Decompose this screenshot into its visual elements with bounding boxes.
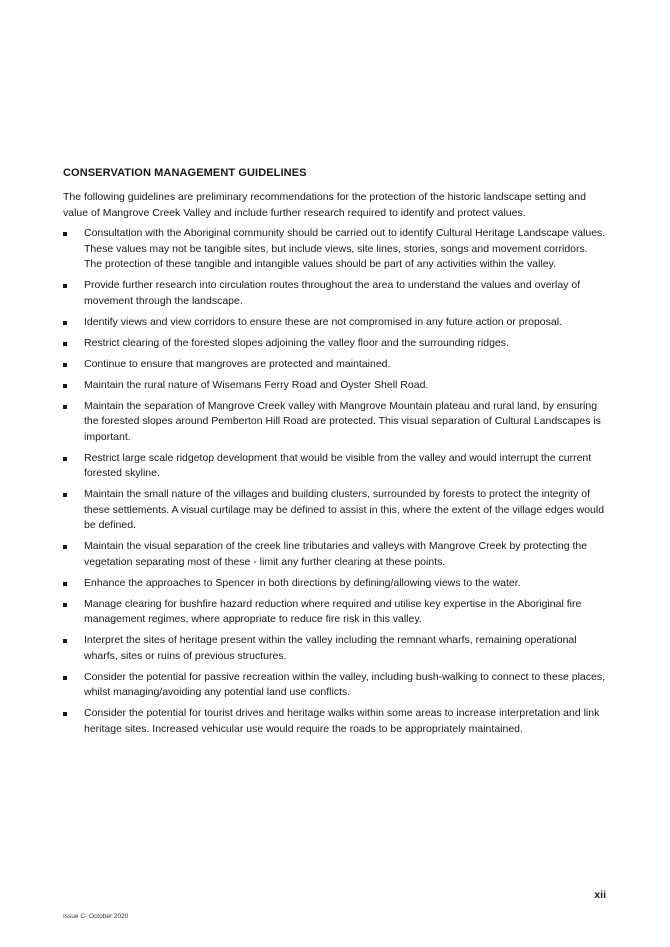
bullet-icon (63, 582, 67, 586)
bullet-icon (63, 405, 67, 409)
guideline-text: Enhance the approaches to Spencer in both directions by defining/allowing views to the water. (84, 576, 521, 589)
guideline-item (63, 597, 608, 628)
bullet-icon (63, 384, 67, 388)
bullet-icon (63, 493, 67, 497)
bullet-icon (63, 639, 67, 643)
bullet-icon (63, 321, 67, 325)
bullet-icon (63, 603, 67, 607)
guideline-text: Maintain the separation of Mangrove Creek valley with Mangrove Mountain plateau and rural land, by ensuring the forested slopes around Pemberton Hill Road are protected. This visual separation of Cultural Landscapes is important. (84, 399, 601, 443)
footer-issue: Issue C- October 2020 (63, 913, 129, 920)
guideline-item (63, 539, 608, 570)
guideline-item (63, 670, 608, 701)
guideline-item (63, 357, 608, 373)
guidelines-list (63, 226, 608, 737)
guideline-text: Consider the potential for tourist drives and heritage walks within some areas to increase interpretation and link heritage sites. Increased vehicular use would require the roads to be appropriately maintained. (84, 707, 600, 735)
bullet-icon (63, 457, 67, 461)
bullet-icon (63, 545, 67, 549)
guideline-text: Restrict clearing of the forested slopes adjoining the valley floor and the surrounding ridges. (84, 336, 509, 349)
guideline-item (63, 399, 608, 446)
bullet-icon (63, 676, 67, 680)
section-heading: CONSERVATION MANAGEMENT GUIDELINES (63, 167, 307, 179)
guideline-item (63, 451, 608, 482)
bullet-icon (63, 712, 67, 716)
bullet-icon (63, 342, 67, 346)
guideline-item (63, 226, 608, 273)
bullet-icon (63, 232, 67, 236)
guideline-text: Provide further research into circulation routes throughout the area to understand the values and overlay of movement through the landscape. (84, 279, 581, 307)
guideline-text: Consider the potential for passive recreation within the valley, including bush-walking to connect to these places, whilst managing/avoiding any potential land use conflicts. (84, 670, 606, 698)
guideline-item (63, 278, 608, 309)
guideline-text: Identify views and view corridors to ensure these are not compromised in any future action or proposal. (84, 315, 562, 328)
guideline-text: Consultation with the Aboriginal community should be carried out to identify Cultural Heritage Landscape values. These values may not be tangible sites, but include views, site lines, stories, songs and movement corridors. The protection of these tangible and intangible values should be part of any activities within the valley. (84, 227, 606, 270)
guideline-text: Maintain the small nature of the villages and building clusters, surrounded by forests to protect the integrity of these settlements. A visual curtilage may be defined to assist in this, where the extent of the village edges would be defined. (84, 488, 605, 531)
bullet-icon (63, 284, 67, 288)
guideline-item (63, 315, 608, 331)
bullet-icon (63, 363, 67, 367)
intro-paragraph: The following guidelines are preliminary recommendations for the protection of the historic landscape setting and value of Mangrove Creek Valley and include further research required to identify and protect values. (63, 191, 586, 219)
guideline-text: Interpret the sites of heritage present within the valley including the remnant wharfs, remaining operational wharfs, sites or ruins of previous structures. (84, 634, 577, 662)
page-number: xii (594, 889, 606, 901)
guideline-text: Restrict large scale ridgetop development that would be visible from the valley and would interrupt the current forested skyline. (84, 451, 592, 479)
guideline-text: Manage clearing for bushfire hazard reduction where required and utilise key expertise in the Aboriginal fire management regimes, where appropriate to reduce fire risk in this valley. (84, 597, 582, 625)
guideline-item (63, 378, 608, 394)
document-body (63, 166, 608, 743)
guideline-item (63, 576, 608, 592)
guideline-text: Maintain the visual separation of the creek line tributaries and valleys with Mangrove Creek by protecting the vegetation separating most of these - limit any further clearing at these points. (84, 540, 588, 568)
guideline-item (63, 487, 608, 534)
guideline-item (63, 633, 608, 664)
guideline-text: Continue to ensure that mangroves are protected and maintained. (84, 357, 391, 370)
guideline-item (63, 706, 608, 737)
guideline-text: Maintain the rural nature of Wisemans Ferry Road and Oyster Shell Road. (84, 378, 429, 391)
guideline-item (63, 336, 608, 352)
